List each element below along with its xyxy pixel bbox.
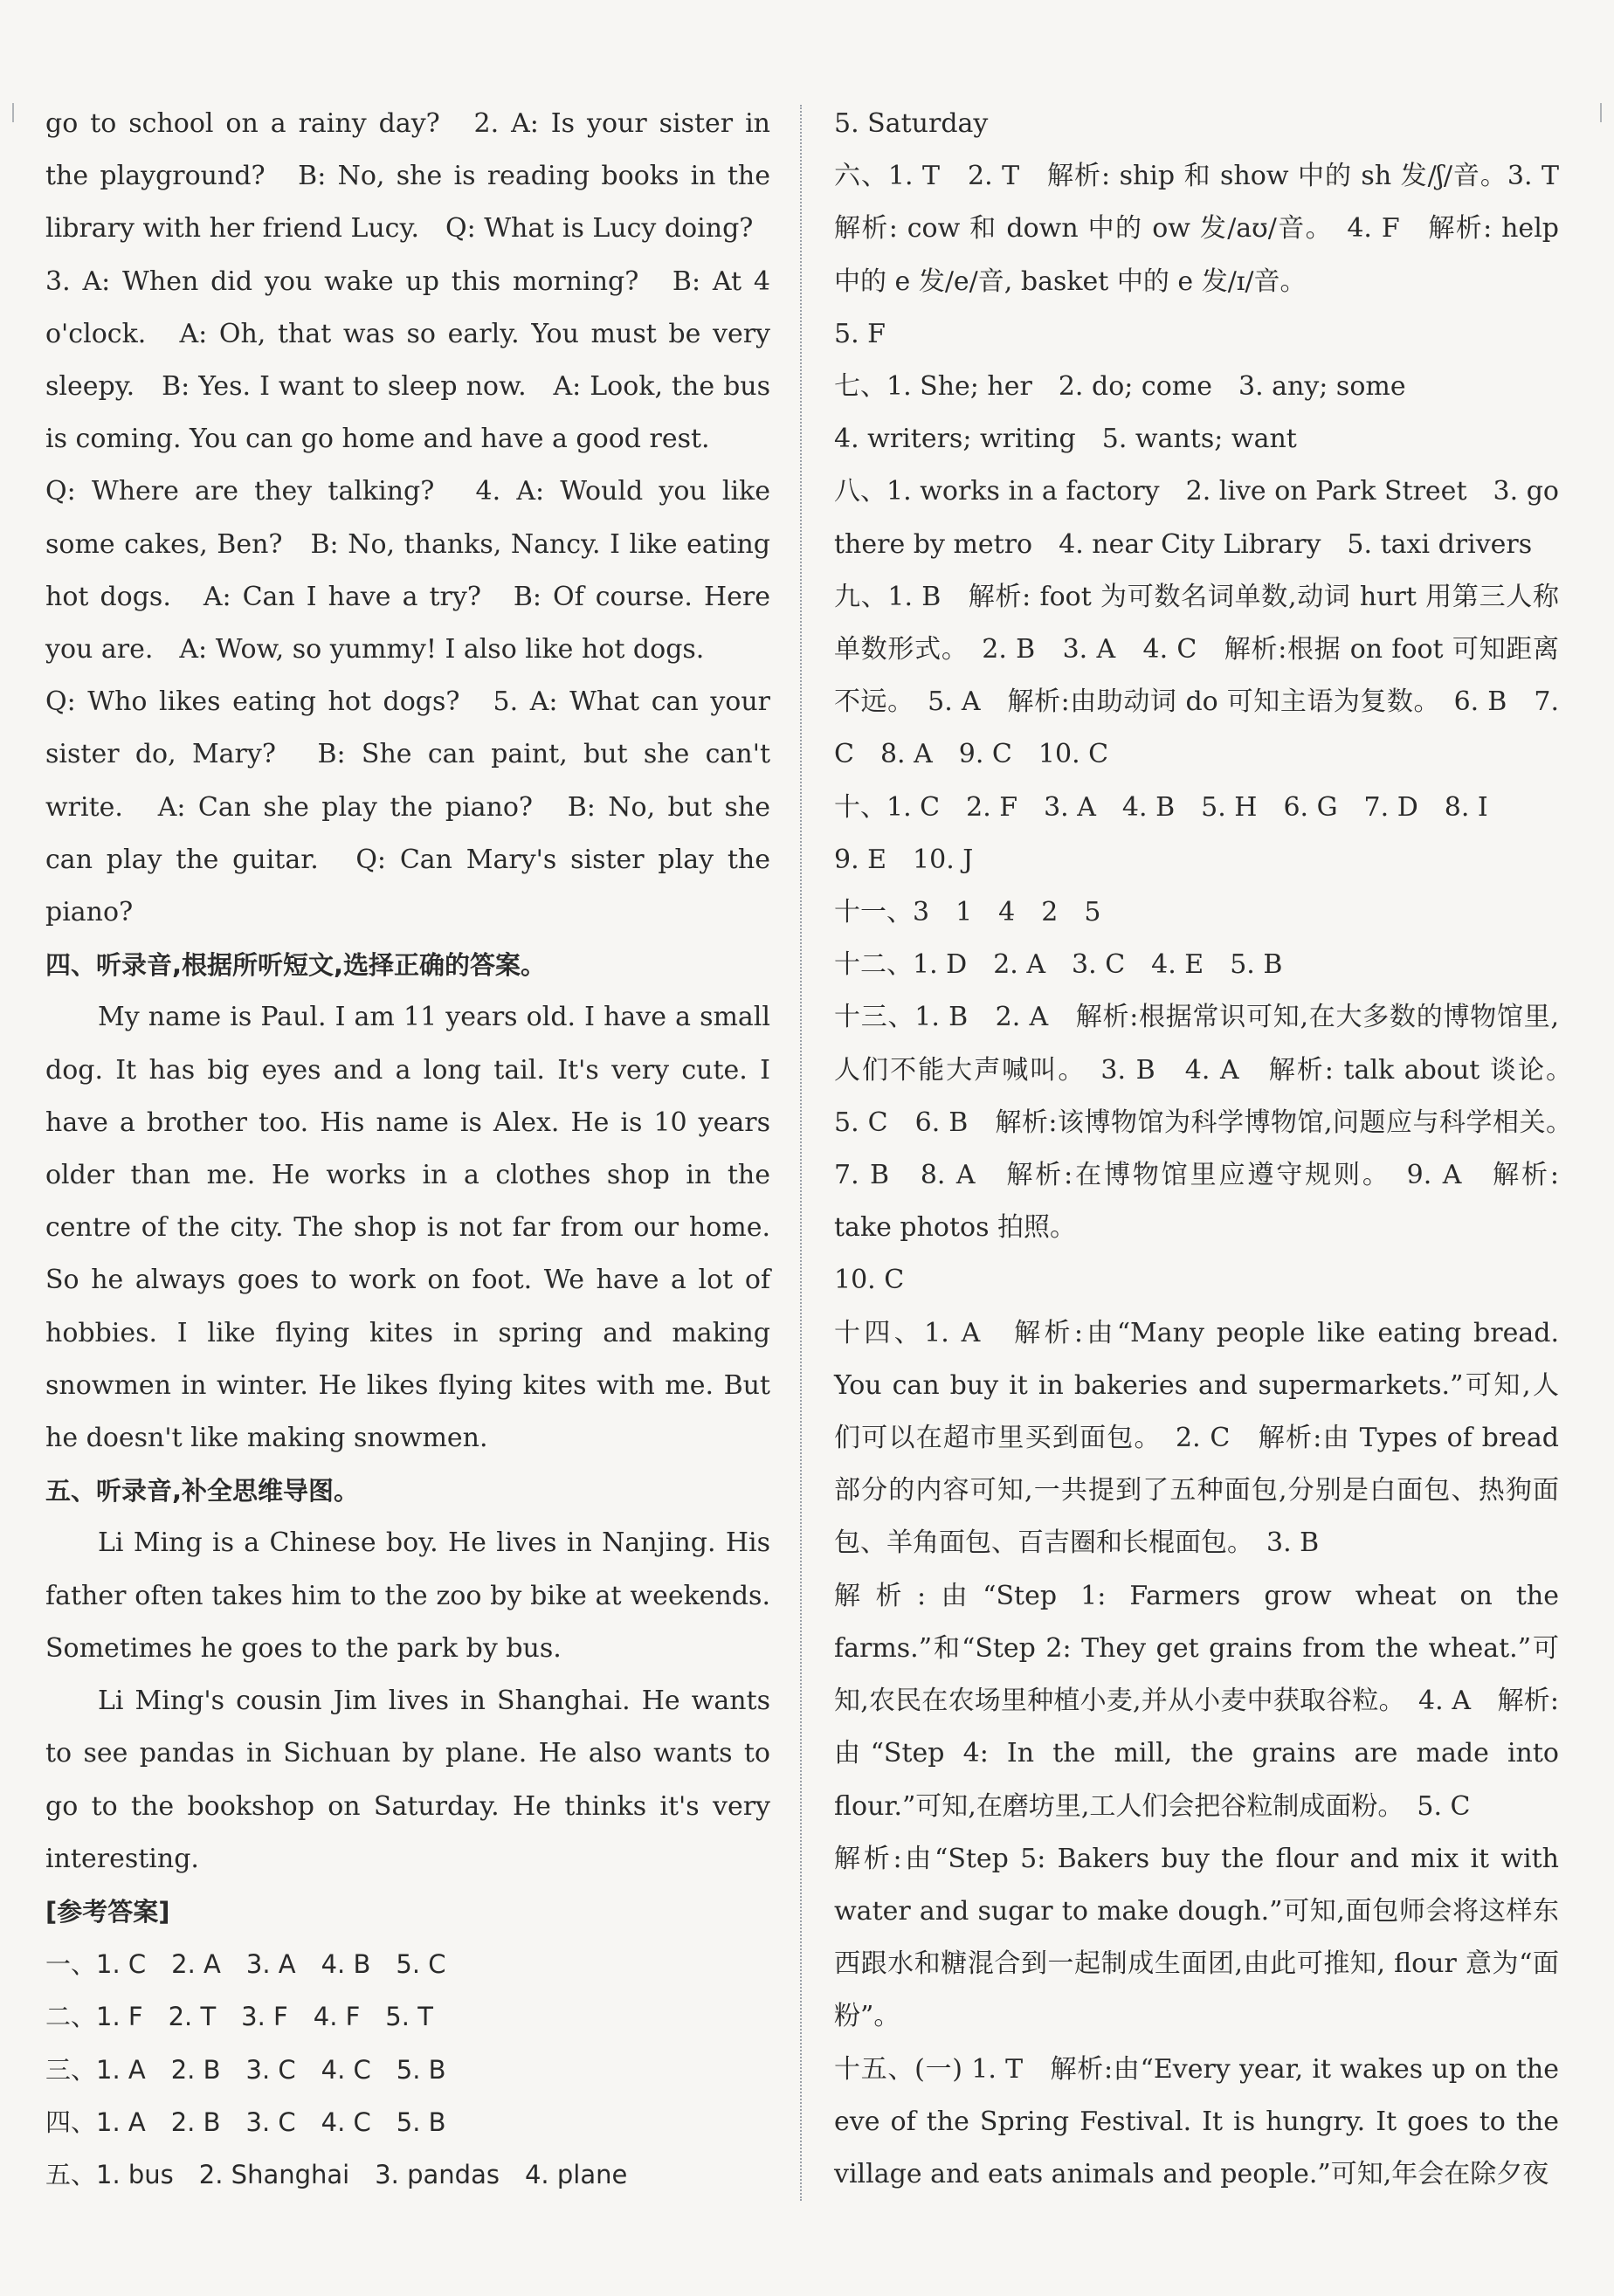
answer-line: 十三、1. B 2. A 解析:根据常识可知,在大多数的博物馆里,人们不能大声喊叫。 3. B 4. A 解析: talk about 谈论。 5. C 6. B 解析:该博物馆为科学博物馆,问题应与科学相关。 7. B 8. A 解析:在博物馆里应遵守规则。 9. A 解析: take photos 拍照。 <box>834 1002 1585 1244</box>
answer-line: 5. F <box>834 318 886 349</box>
answer-line: 七、1. She; her 2. do; come 3. any; some <box>834 371 1406 403</box>
answer-line: 10. C <box>834 1265 905 1296</box>
answer-line: 9. E 10. J <box>834 844 974 875</box>
answer-line: 四、1. A 2. B 3. C 4. C 5. B <box>45 2106 446 2137</box>
listening-script-paragraph: 3. A: When did you wake up this morning? B: At 4 o'clock. A: Oh, that was so early. You must be very sleepy. B: Yes. I want to sleep now. A: Look, the bus is coming. You can go home and have a good rest. <box>45 265 770 455</box>
right-margin-tick <box>1600 103 1602 122</box>
answer-line: 十、1. C 2. F 3. A 4. B 5. H 6. G 7. D 8. I <box>834 791 1488 823</box>
listening-script-paragraph: Q: Who likes eating hot dogs? 5. A: What can your sister do, Mary? B: She can paint, but she can't write. A: Can she play the piano? B: No, but she can play the guitar. Q: Can Mary's sister play the piano? <box>45 686 770 928</box>
section-four-passage: My name is Paul. I am 11 years old. I have a small dog. It has big eyes and a long tail. It's very cute. I have a brother too. His name is Alex. He is 10 years older than me. He works in a clothes shop in the centre of the city. The shop is not far from our home. So he always goes to work on foot. We have a lot of hobbies. I like flying kites in spring and making snowmen in winter. He likes flying kites with me. But he doesn't like making snowmen. <box>45 1002 770 1454</box>
answer-line: 一、1. C 2. A 3. A 4. B 5. C <box>45 1949 446 1980</box>
right-column <box>834 98 1585 2201</box>
listening-script-paragraph: Q: Where are they talking? 4. A: Would you like some cakes, Ben? B: No, thanks, Nancy. I like eating hot dogs. A: Can I have a try? B: Of course. Here you are. A: Wow, so yummy! I also like hot dogs. <box>45 476 770 665</box>
answer-line: 十一、3 1 4 2 5 <box>834 897 1101 928</box>
left-margin-tick <box>12 103 14 122</box>
answer-line: 二、1. F 2. T 3. F 4. F 5. T <box>45 2002 433 2032</box>
answer-line: 五、1. bus 2. Shanghai 3. pandas 4. plane <box>45 2159 628 2189</box>
answer-line: 八、1. works in a factory 2. live on Park Street 3. go there by metro 4. near City Library 5. taxi drivers <box>834 476 1559 560</box>
answer-line: 解析:由“Step 1: Farmers grow wheat on the farms.”和“Step 2: They get grains from the wheat.”可知,农民在农场里种植小麦,并从小麦中获取谷粒。 4. A 解析:由“Step 4: In the mill, the grains are made into flour.”可知,在磨坊里,工人们会把谷粒制成面粉。 5. C <box>834 1580 1559 1822</box>
answer-line: 十五、(一) 1. T 解析:由“Every year, it wakes up on the eve of the Spring Festival. It is hungry. It goes to the village and eats animals and people.”可知,年会在除夕夜 <box>834 2053 1559 2189</box>
answer-line: 六、1. T 2. T 解析: ship 和 show 中的 sh 发/ʃ/音。3. T 解析: cow 和 down 中的 ow 发/aʊ/音。 4. F 解析: help 中的 e 发/e/音, basket 中的 e 发/ɪ/音。 <box>834 161 1585 297</box>
section-four-heading: 四、听录音,根据所听短文,选择正确的答案。 <box>45 950 547 981</box>
section-five-heading: 五、听录音,补全思维导图。 <box>45 1476 360 1507</box>
answer-line: 十四、1. A 解析:由“Many people like eating bread. You can buy it in bakeries and supermarkets.”可知,人们可以在超市里买到面包。 2. C 解析:由 Types of bread 部分的内容可知,一共提到了五种面包,分别是白面包、热狗面包、羊角面包、百吉圈和长棍面包。 3. B <box>834 1317 1559 1559</box>
answer-line: 九、1. B 解析: foot 为可数名词单数,动词 hurt 用第三人称单数形式。 2. B 3. A 4. C 解析:根据 on foot 可知距离不远。 5. A 解析:由助动词 do 可知主语为复数。 6. B 7. C 8. A 9. C 10. C <box>834 581 1559 770</box>
left-column <box>45 98 770 2201</box>
answer-line: 十二、1. D 2. A 3. C 4. E 5. B <box>834 949 1283 981</box>
section-five-passage: Li Ming's cousin Jim lives in Shanghai. He wants to see pandas in Sichuan by plane. He also wants to go to the bookshop on Saturday. He thinks it's very interesting. <box>45 1686 770 1874</box>
answer-line: 解析:由“Step 5: Bakers buy the flour and mix it with water and sugar to make dough.”可知,面包师会将这样东西跟水和糖混合到一起制成生面团,由此可推知, flour 意为“面粉”。 <box>834 1843 1559 2032</box>
listening-script-paragraph: go to school on a rainy day? 2. A: Is your sister in the playground? B: No, she is reading books in the library with her friend Lucy. Q: What is Lucy doing? <box>45 108 770 245</box>
column-divider <box>800 105 802 2201</box>
answer-line: 4. writers; writing 5. wants; want <box>834 424 1297 455</box>
answer-line: 三、1. A 2. B 3. C 4. C 5. B <box>45 2054 446 2085</box>
section-five-passage: Li Ming is a Chinese boy. He lives in Nanjing. His father often takes him to the zoo by bike at weekends. Sometimes he goes to the park by bus. <box>45 1527 770 1664</box>
reference-answers-heading: [参考答案] <box>45 1896 170 1927</box>
answer-line: 5. Saturday <box>834 108 989 139</box>
